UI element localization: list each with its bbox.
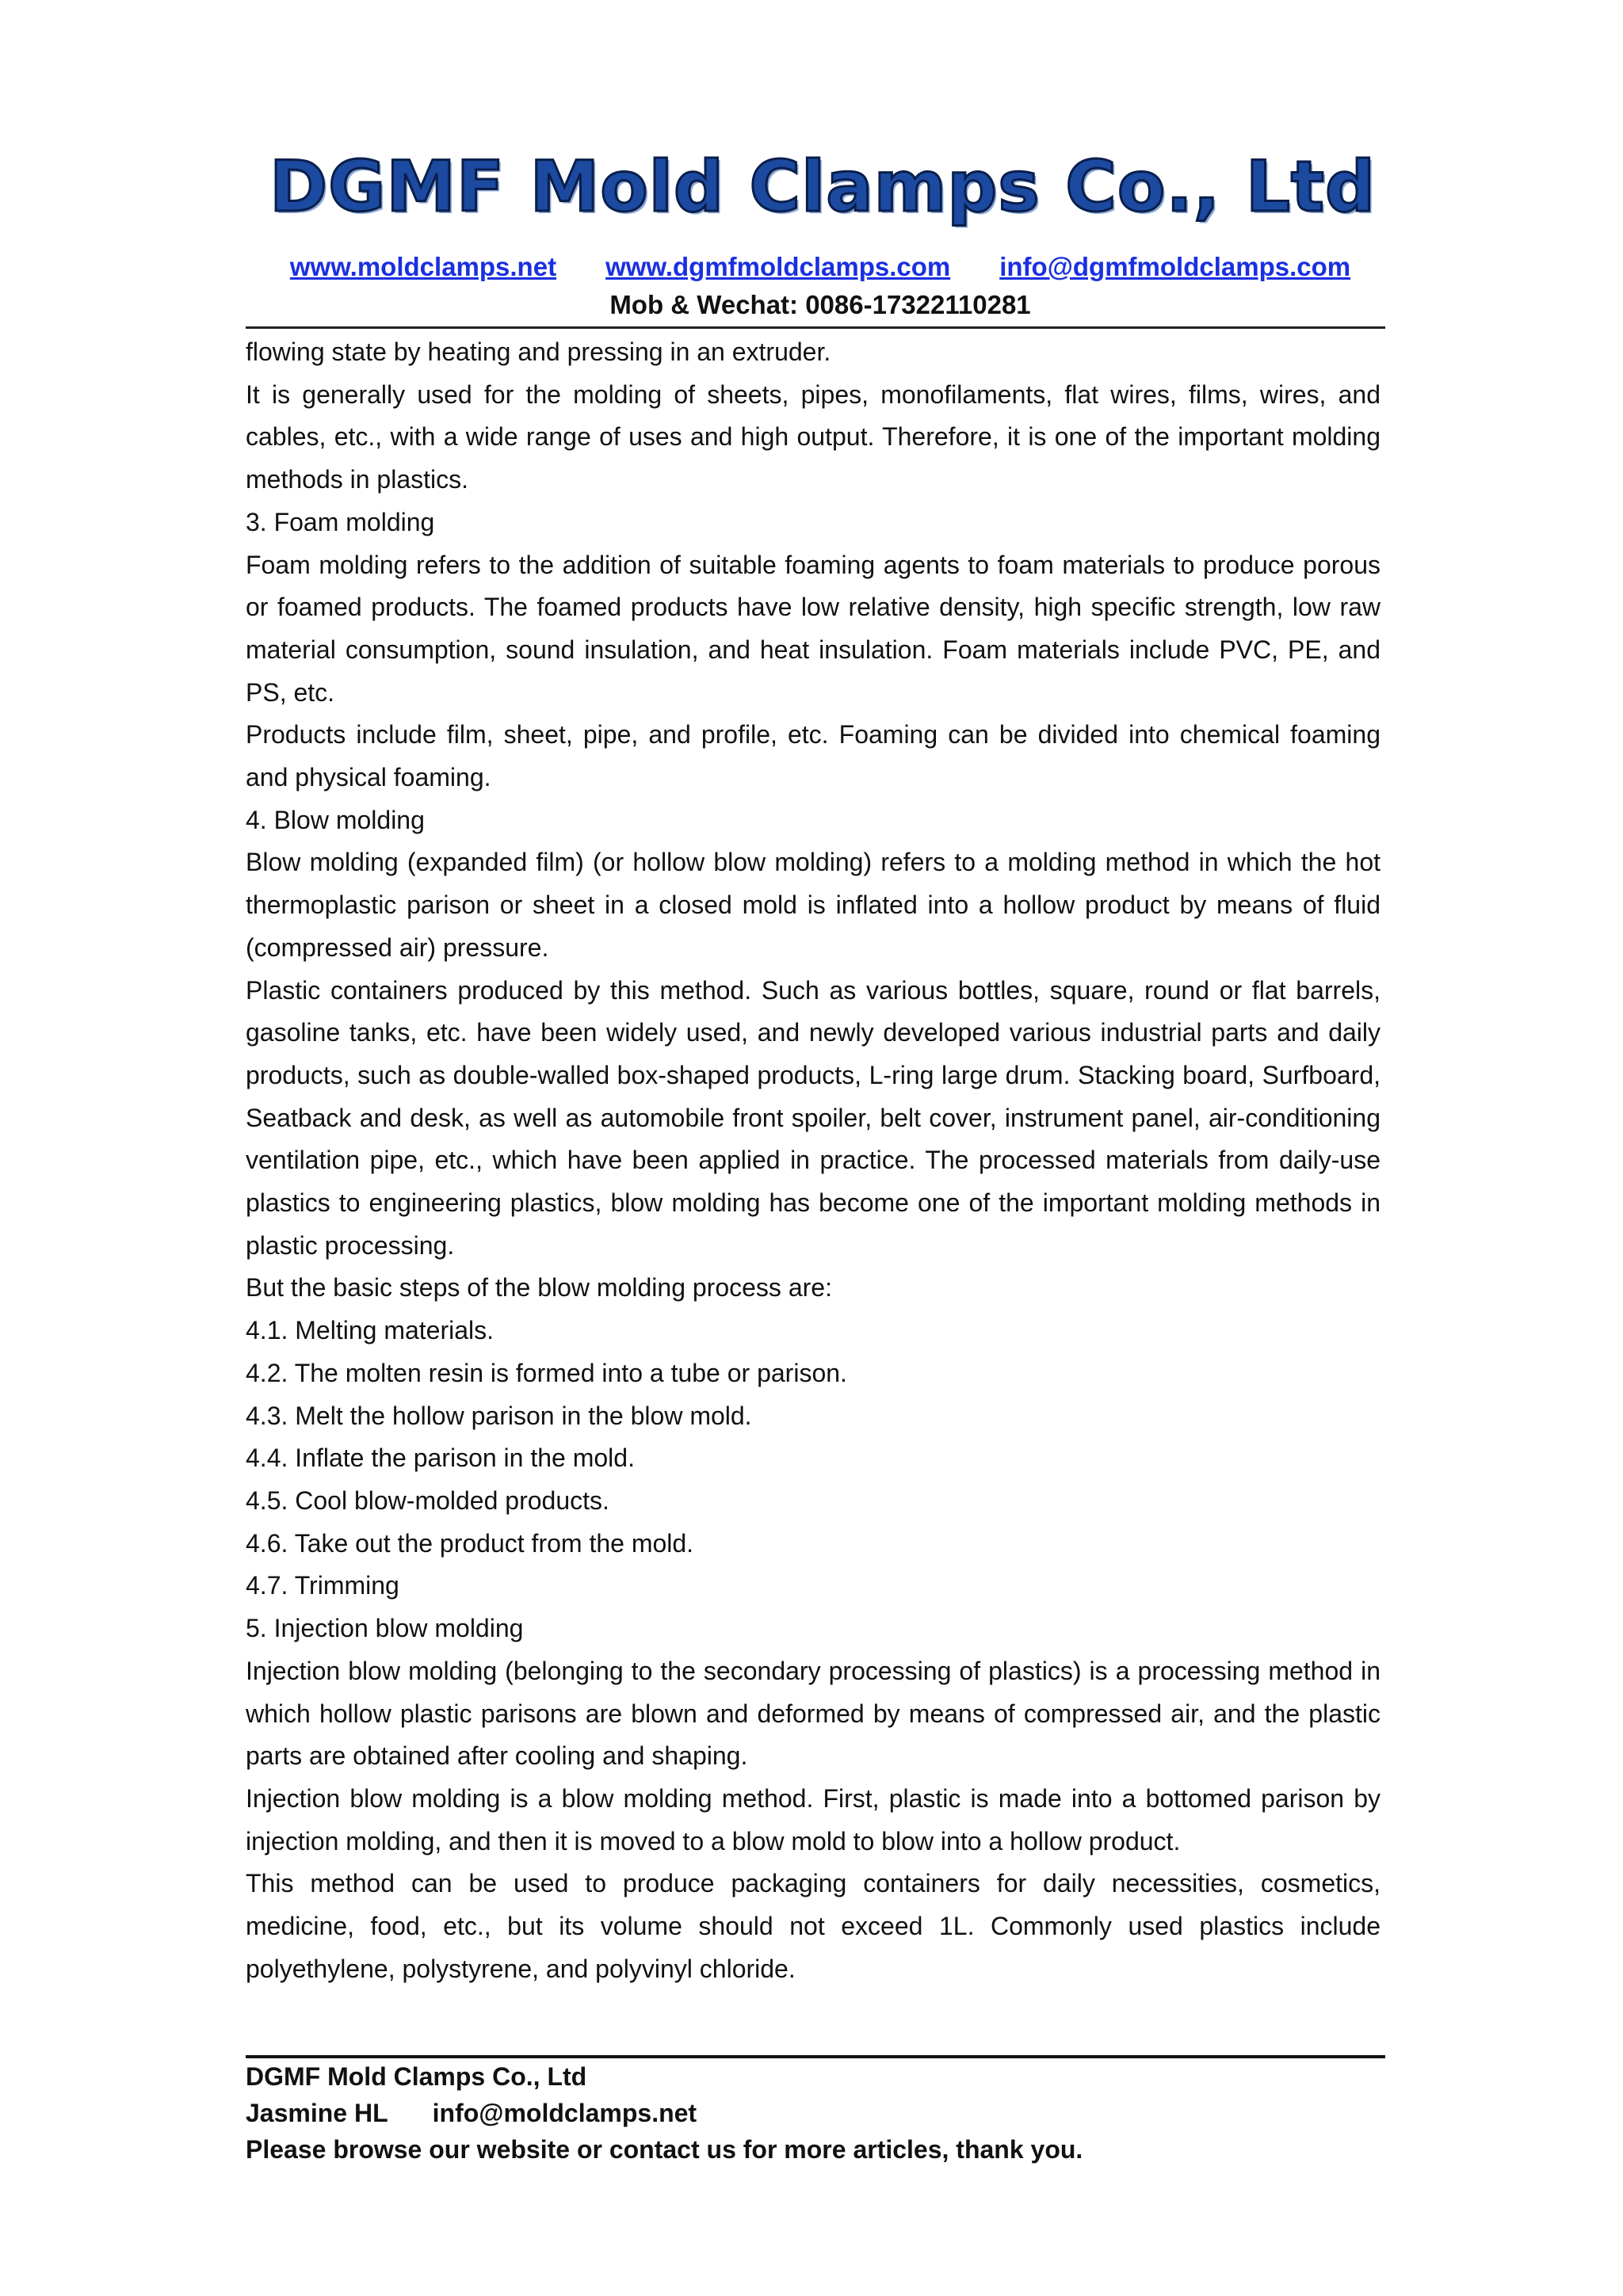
email-link[interactable]: info@dgmfmoldclamps.com (999, 252, 1351, 281)
footer-contact-name: Jasmine HL (246, 2099, 388, 2127)
footer (246, 2058, 1385, 2168)
list-item: 4.6. Take out the product from the mold. (246, 1528, 694, 1558)
list-item: 4.4. Inflate the parison in the mold. (246, 1444, 635, 1473)
header-divider (246, 326, 1385, 329)
paragraph: Injection blow molding (belonging to the secondary processing of plastics) is a processing method in which hollow plastic parisons are blown and deformed by means of compressed air, and the plastic parts are obtained after cooling and shaping. (246, 1656, 1381, 1771)
website-link-2[interactable]: www.dgmfmoldclamps.com (605, 252, 951, 281)
paragraph: This method can be used to produce packaging containers for daily necessities, cosmetics, medicine, food, etc., but its volume should not exceed 1L. Commonly used plastics include polyethylene, polystyrene, and polyvinyl chloride. (246, 1869, 1381, 1983)
list-item: 4.5. Cool blow-molded products. (246, 1486, 609, 1515)
paragraph: Blow molding (expanded film) (or hollow blow molding) refers to a molding method in which the hot thermoplastic parison or sheet in a closed mold is inflated into a hollow product by means of fluid (compressed air) pressure. (246, 848, 1381, 962)
header-links (246, 252, 1395, 282)
footer-note: Please browse our website or contact us for more articles, thank you. (246, 2135, 1083, 2164)
section-heading: 3. Foam molding (246, 507, 435, 536)
paragraph: Injection blow molding is a blow molding method. First, plastic is made into a bottomed parison by injection molding, and then it is moved to a blow mold to blow into a hollow product. (246, 1783, 1381, 1855)
list-item: 4.3. Melt the hollow parison in the blow mold. (246, 1401, 752, 1430)
phone-wechat: Mob & Wechat: 0086-17322110281 (609, 290, 1031, 319)
footer-contact-email[interactable]: info@moldclamps.net (432, 2099, 697, 2127)
paragraph: It is generally used for the molding of sheets, pipes, monofilaments, flat wires, films, wires, and cables, etc., with a wide range of uses and high output. Therefore, it is one of the important molding methods in plastics. (246, 379, 1381, 494)
footer-company: DGMF Mold Clamps Co., Ltd (246, 2062, 587, 2091)
section-heading: 5. Injection blow molding (246, 1614, 524, 1643)
list-item: 4.1. Melting materials. (246, 1316, 495, 1345)
list-item: 4.2. The molten resin is formed into a tube or parison. (246, 1358, 847, 1387)
paragraph: flowing state by heating and pressing in an extruder. (246, 338, 831, 366)
paragraph: But the basic steps of the blow molding process are: (246, 1273, 832, 1302)
paragraph: Plastic containers produced by this method. Such as various bottles, square, round or flat barrels, gasoline tanks, etc. have been widely used, and newly developed various industrial parts and daily products, such as double-walled box-shaped products, L-ring large drum. Stacking board, Surfboard, Seatback and desk, as well as automobile front spoiler, belt cover, instrument panel, air-conditioning ventilation pipe, etc., which have been applied in practice. The processed materials from daily-use plastics to engineering plastics, blow molding has become one of the important molding methods in plastic processing. (246, 975, 1381, 1260)
website-link-1[interactable]: www.moldclamps.net (289, 252, 557, 281)
company-logo (269, 143, 1376, 230)
list-item: 4.7. Trimming (246, 1571, 399, 1600)
paragraph: Foam molding refers to the addition of suitable foaming agents to foam materials to produce porous or foamed products. The foamed products have low relative density, high specific strength, low raw material consumption, sound insulation, and heat insulation. Foam materials include PVC, PE, and PS, etc. (246, 550, 1381, 707)
paragraph: Products include film, sheet, pipe, and profile, etc. Foaming can be divided into chemical foaming and physical foaming. (246, 720, 1381, 792)
footer-contact (246, 2095, 1385, 2131)
logo-text: DGMF Mold Clamps Co., Ltd (269, 145, 1376, 227)
article-body (246, 331, 1381, 1990)
section-heading: 4. Blow molding (246, 805, 425, 834)
